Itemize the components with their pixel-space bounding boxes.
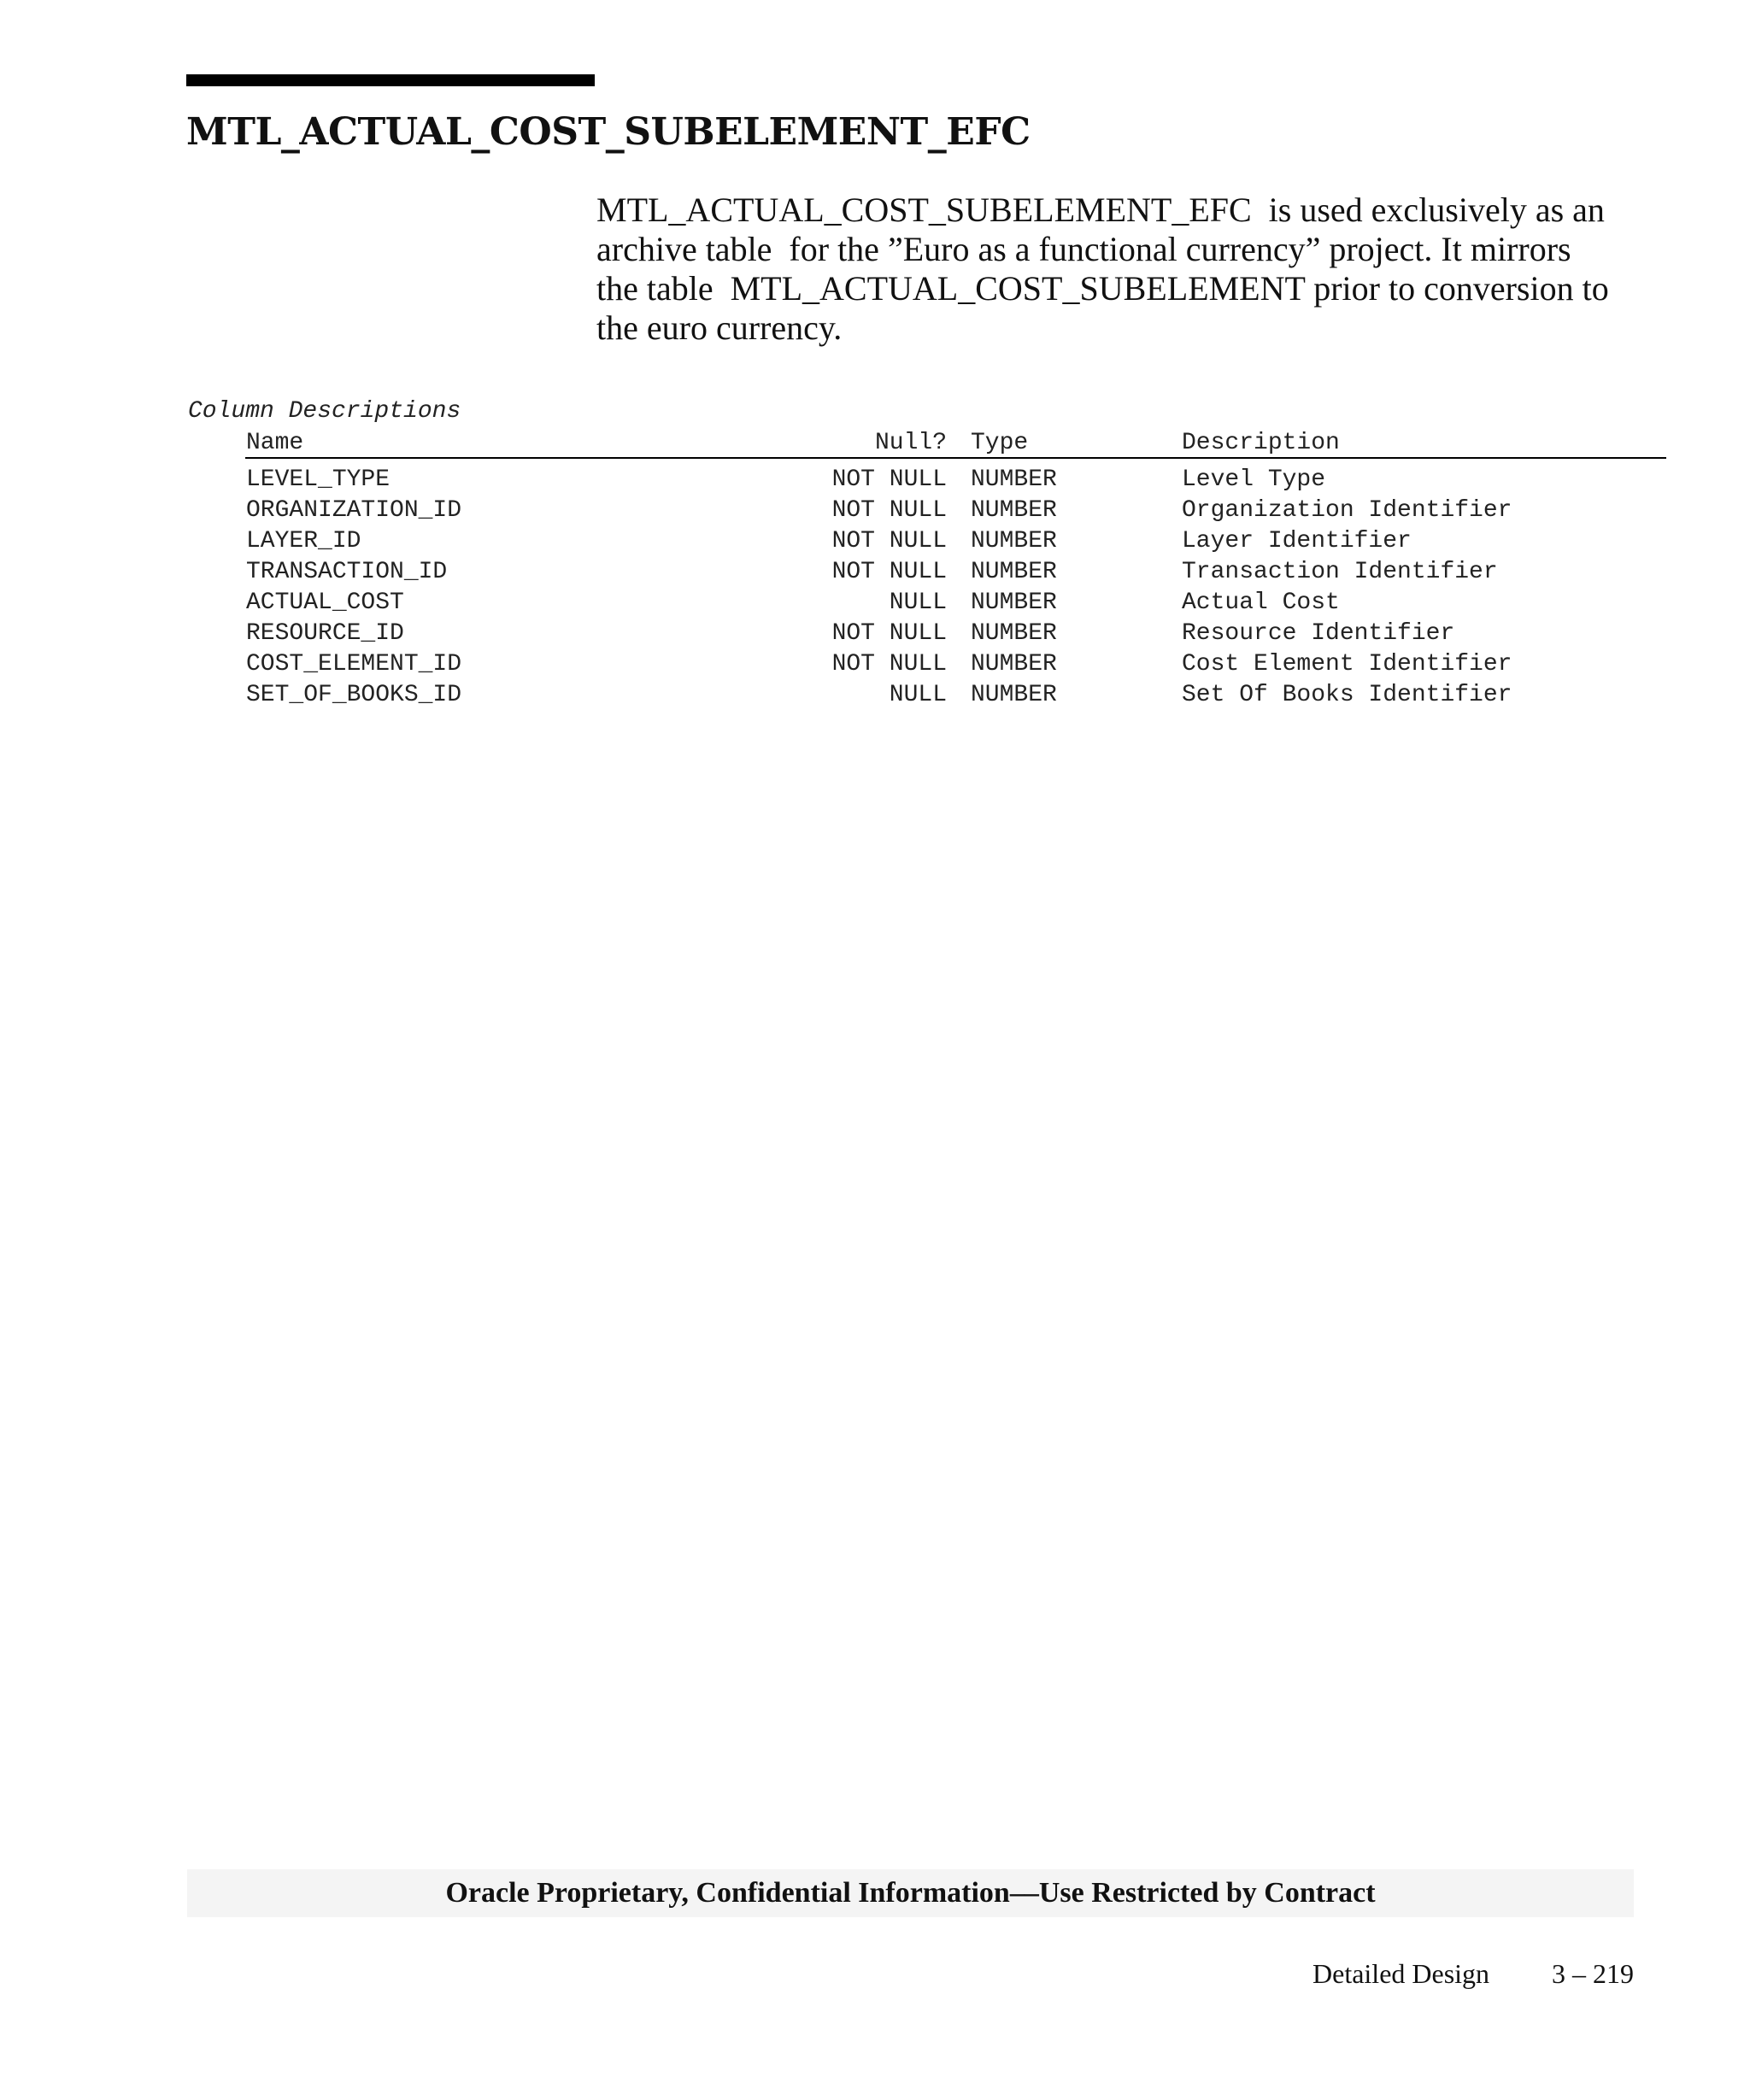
column-header-null: Null? bbox=[874, 430, 947, 456]
column-description: Resource Identifier bbox=[1182, 620, 1455, 647]
table-row bbox=[0, 557, 1750, 588]
page-number: 3 – 219 bbox=[1552, 1958, 1634, 1989]
page-title: MTL_ACTUAL_COST_SUBELEMENT_EFC bbox=[186, 110, 1031, 154]
column-description: Organization Identifier bbox=[1182, 497, 1512, 524]
column-name: ACTUAL_COST bbox=[246, 590, 404, 616]
column-type: NUMBER bbox=[971, 466, 1057, 493]
column-type: NUMBER bbox=[971, 682, 1057, 708]
column-type: NUMBER bbox=[971, 590, 1057, 616]
table-description bbox=[596, 191, 1622, 348]
column-name: TRANSACTION_ID bbox=[246, 559, 448, 585]
column-type: NUMBER bbox=[971, 528, 1057, 554]
column-header-name: Name bbox=[246, 430, 304, 456]
column-description: Level Type bbox=[1182, 466, 1326, 493]
table-row bbox=[0, 680, 1750, 711]
column-description: Transaction Identifier bbox=[1182, 559, 1498, 585]
table-row bbox=[0, 526, 1750, 557]
column-name: COST_ELEMENT_ID bbox=[246, 651, 462, 678]
column-descriptions-label: Column Descriptions bbox=[188, 398, 461, 425]
table-row bbox=[0, 465, 1750, 496]
description-line: the table MTL_ACTUAL_COST_SUBELEMENT prior to conversion to bbox=[596, 269, 1609, 308]
column-description: Layer Identifier bbox=[1182, 528, 1412, 554]
column-nullability: NOT NULL bbox=[831, 620, 947, 647]
column-name: LAYER_ID bbox=[246, 528, 361, 554]
table-row bbox=[0, 496, 1750, 526]
footer-section-name: Detailed Design bbox=[1312, 1958, 1490, 1989]
description-line: MTL_ACTUAL_COST_SUBELEMENT_EFC is used exclusively as an bbox=[596, 191, 1605, 229]
column-name: RESOURCE_ID bbox=[246, 620, 404, 647]
column-name: SET_OF_BOOKS_ID bbox=[246, 682, 462, 708]
column-description: Cost Element Identifier bbox=[1182, 651, 1512, 678]
column-nullability: NOT NULL bbox=[831, 559, 947, 585]
title-rule bbox=[186, 74, 595, 86]
column-type: NUMBER bbox=[971, 620, 1057, 647]
column-nullability: NOT NULL bbox=[831, 651, 947, 678]
column-type: NUMBER bbox=[971, 559, 1057, 585]
column-nullability: NOT NULL bbox=[831, 497, 947, 524]
column-nullability: NOT NULL bbox=[831, 466, 947, 493]
table-row bbox=[0, 649, 1750, 680]
column-description: Set Of Books Identifier bbox=[1182, 682, 1512, 708]
description-line: the euro currency. bbox=[596, 308, 843, 347]
header-divider bbox=[245, 457, 1666, 459]
table-row bbox=[0, 619, 1750, 649]
table-row bbox=[0, 588, 1750, 619]
description-line: archive table for the ”Euro as a functional currency” project. It mirrors bbox=[596, 230, 1571, 268]
column-header-type: Type bbox=[971, 430, 1029, 456]
column-type: NUMBER bbox=[971, 497, 1057, 524]
column-description: Actual Cost bbox=[1182, 590, 1340, 616]
confidential-notice: Oracle Proprietary, Confidential Information––Use Restricted by Contract bbox=[445, 1877, 1376, 1909]
column-table bbox=[0, 465, 1750, 711]
confidential-banner bbox=[187, 1869, 1634, 1917]
column-nullability: NULL bbox=[889, 682, 947, 708]
column-name: LEVEL_TYPE bbox=[246, 466, 391, 493]
column-header-description: Description bbox=[1182, 430, 1340, 456]
column-type: NUMBER bbox=[971, 651, 1057, 678]
column-nullability: NOT NULL bbox=[831, 528, 947, 554]
column-nullability: NULL bbox=[889, 590, 947, 616]
column-name: ORGANIZATION_ID bbox=[246, 497, 462, 524]
